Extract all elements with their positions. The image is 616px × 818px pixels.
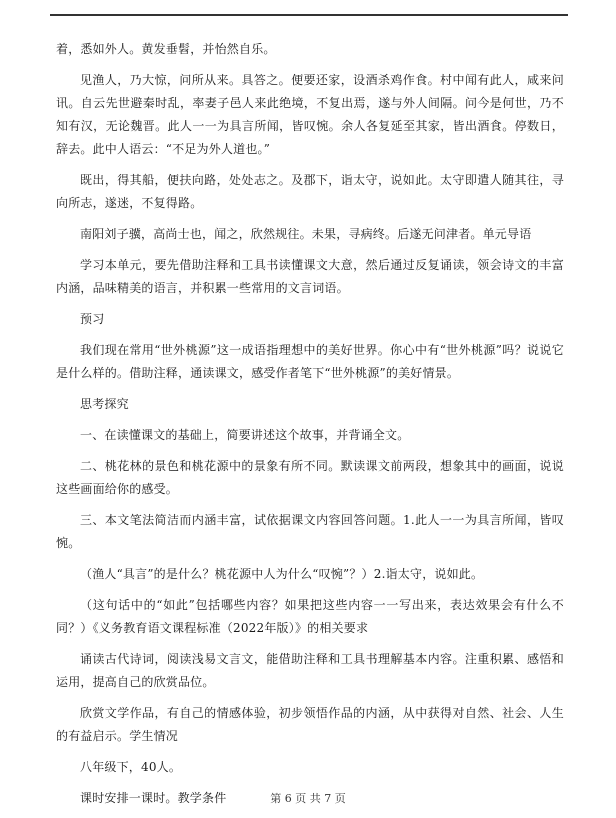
student-info: 八年级下，40人。	[80, 760, 182, 774]
question-3-sub-2: （这句话中的“如此”包括哪些内容？如果把这些内容一一写出来，表达效果会有什么不同？）《义务教育语文课程标准（2022年版）》的相关要求	[56, 598, 564, 635]
paragraph-3: 既出，得其船，便扶向路，处处志之。及郡下，诣太守，说如此。太守即遣人随其往，寻向所志，遂迷，不复得路。	[56, 173, 564, 210]
question-1: 一、在读懂课文的基础上，简要讲述这个故事，并背诵全文。	[80, 428, 410, 442]
document-body	[56, 38, 564, 818]
question-3: 三、本文笔法简洁而内涵丰富，试依据课文内容回答问题。1.此人一一为具言所闻，皆叹惋。	[56, 513, 564, 550]
heading-thinking: 思考探究	[80, 397, 129, 411]
header-rule	[50, 14, 568, 16]
standard-requirement-2: 欣赏文学作品，有自己的情感体验，初步领悟作品的内涵，从中获得对自然、社会、人生的有益启示。学生情况	[56, 706, 564, 743]
question-2: 二、桃花林的景色和桃花源中的景象有所不同。默读课文前两段，想象其中的画面，说说这些画面给你的感受。	[56, 459, 564, 496]
paragraph-2: 见渔人，乃大惊，问所从来。具答之。便要还家，设酒杀鸡作食。村中闻有此人，咸来问讯。自云先世避秦时乱，率妻子邑人来此绝境，不复出焉，遂与外人间隔。问今是何世，乃不知有汉，无论魏晋。此人一一为具言所闻，皆叹惋。余人各复延至其家，皆出酒食。停数日，辞去。此中人语云：“不足为外人道也。”	[56, 73, 564, 156]
standard-requirement-1: 诵读古代诗词，阅读浅易文言文，能借助注释和工具书理解基本内容。注重积累、感悟和运用，提高自己的欣赏品位。	[56, 652, 564, 689]
question-3-sub-1: （渔人“具言”的是什么？桃花源中人为什么“叹惋”？）2.诣太守，说如此。	[80, 567, 484, 581]
page-number: 第 6 页 共 7 页	[270, 792, 346, 805]
paragraph-1: 着，悉如外人。黄发垂髫，并怡然自乐。	[56, 42, 276, 56]
paragraph-4: 南阳刘子骥，高尚士也，闻之，欣然规往。未果，寻病终。后遂无问津者。单元导语	[80, 227, 532, 241]
paragraph-5: 学习本单元，要先借助注释和工具书读懂课文大意，然后通过反复诵读，领会诗文的丰富内涵，品味精美的语言，并积累一些常用的文言词语。	[56, 258, 564, 295]
paragraph-7: 我们现在常用“世外桃源”这一成语指理想中的美好世界。你心中有“世外桃源”吗？说说它是什么样的。借助注释，通读课文，感受作者笔下“世外桃源”的美好情景。	[56, 343, 564, 380]
lesson-schedule: 课时安排一课时。教学条件	[80, 791, 227, 805]
heading-preview: 预习	[80, 312, 105, 326]
